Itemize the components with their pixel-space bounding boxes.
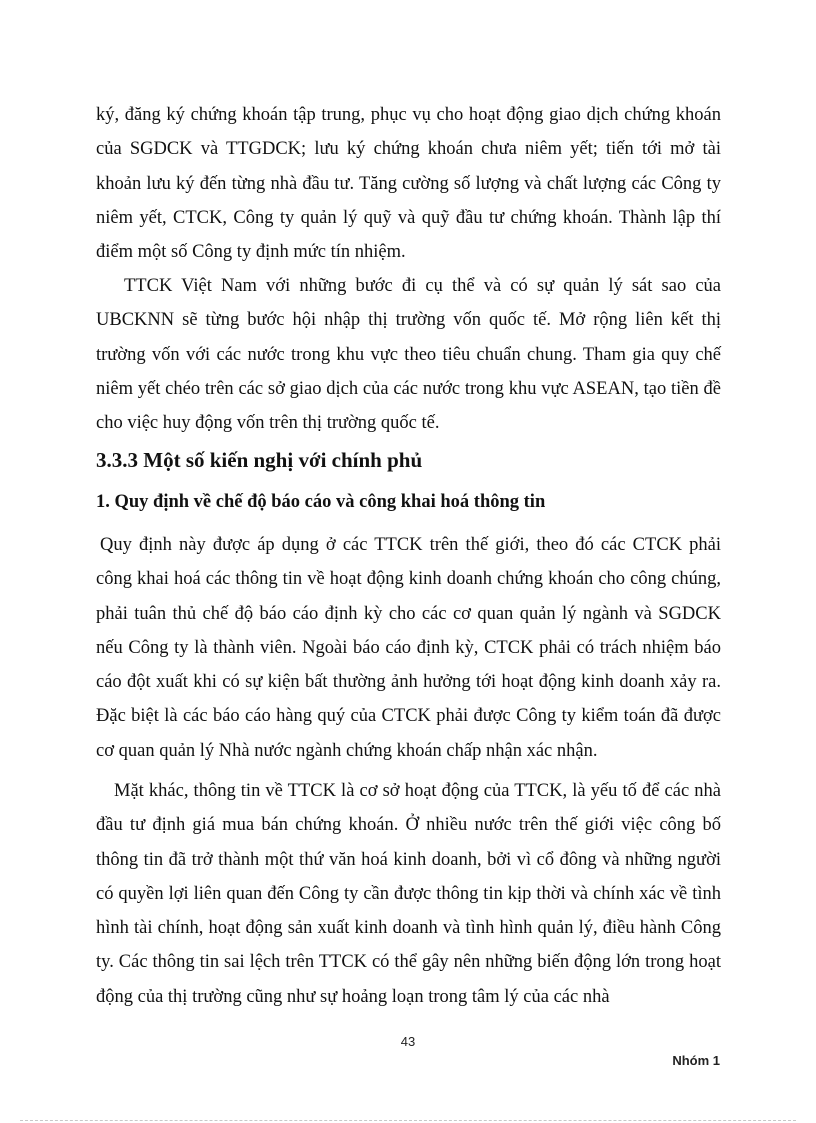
section-heading: 3.3.3 Một số kiến nghị với chính phủ [96, 448, 423, 472]
page-bottom-divider [20, 1120, 796, 1121]
paragraph-reporting-regulation: Quy định này được áp dụng ở các TTCK trên thế giới, theo đó các CTCK phải công khai hoá các thông tin về hoạt động kinh doanh chứng khoán cho công chúng, phải tuân thủ chế độ báo cáo định kỳ cho các cơ quan quản lý ngành và SGDCK nếu Công ty là thành viên. Ngoài báo cáo định kỳ, CTCK phải có trách nhiệm báo cáo đột xuất khi có sự kiện bất thường ảnh hưởng tới hoạt động kinh doanh xảy ra. Đặc biệt là các báo cáo hàng quý của CTCK phải được Công ty kiểm toán đã được cơ quan quản lý Nhà nước ngành chứng khoán chấp nhận xác nhận. [96, 535, 721, 761]
paragraph-intro-continuation: ký, đăng ký chứng khoán tập trung, phục vụ cho hoạt động giao dịch chứng khoán của SGDCK và TTGDCK; lưu ký chứng khoán chưa niêm yết; tiến tới mở tài khoản lưu ký đến từng nhà đầu tư. Tăng cường số lượng và chất lượng các Công ty niêm yết, CTCK, Công ty quản lý quỹ và quỹ đầu tư chứng khoán. Thành lập thí điểm một số Công ty định mức tín nhiệm. [96, 105, 721, 263]
subsection-heading: 1. Quy định về chế độ báo cáo và công khai hoá thông tin [96, 492, 546, 512]
paragraph-market-integration: TTCK Việt Nam với những bước đi cụ thể và có sự quản lý sát sao của UBCKNN sẽ từng bước hội nhập thị trường vốn quốc tế. Mở rộng liên kết thị trường vốn với các nước trong khu vực theo tiêu chuẩn chung. Tham gia quy chế niêm yết chéo trên các sở giao dịch của các nước trong khu vực ASEAN, tạo tiền đề cho việc huy động vốn trên thị trường quốc tế. [96, 276, 721, 434]
footer-group-label: Nhóm 1 [672, 1053, 720, 1068]
page-number: 43 [400, 1034, 416, 1049]
paragraph-information-disclosure: Mặt khác, thông tin về TTCK là cơ sở hoạt động của TTCK, là yếu tố để các nhà đầu tư định giá mua bán chứng khoán. Ở nhiều nước trên thế giới việc công bố thông tin đã trở thành một thứ văn hoá kinh doanh, bởi vì cổ đông và những người có quyền lợi liên quan đến Công ty cần được thông tin kịp thời và chính xác về tình hình tài chính, hoạt động sản xuất kinh doanh và tình hình quản lý, điều hành Công ty. Các thông tin sai lệch trên TTCK có thể gây nên những biến động lớn trong hoạt động của thị trường cũng như sự hoảng loạn trong tâm lý của các nhà [96, 781, 721, 1007]
